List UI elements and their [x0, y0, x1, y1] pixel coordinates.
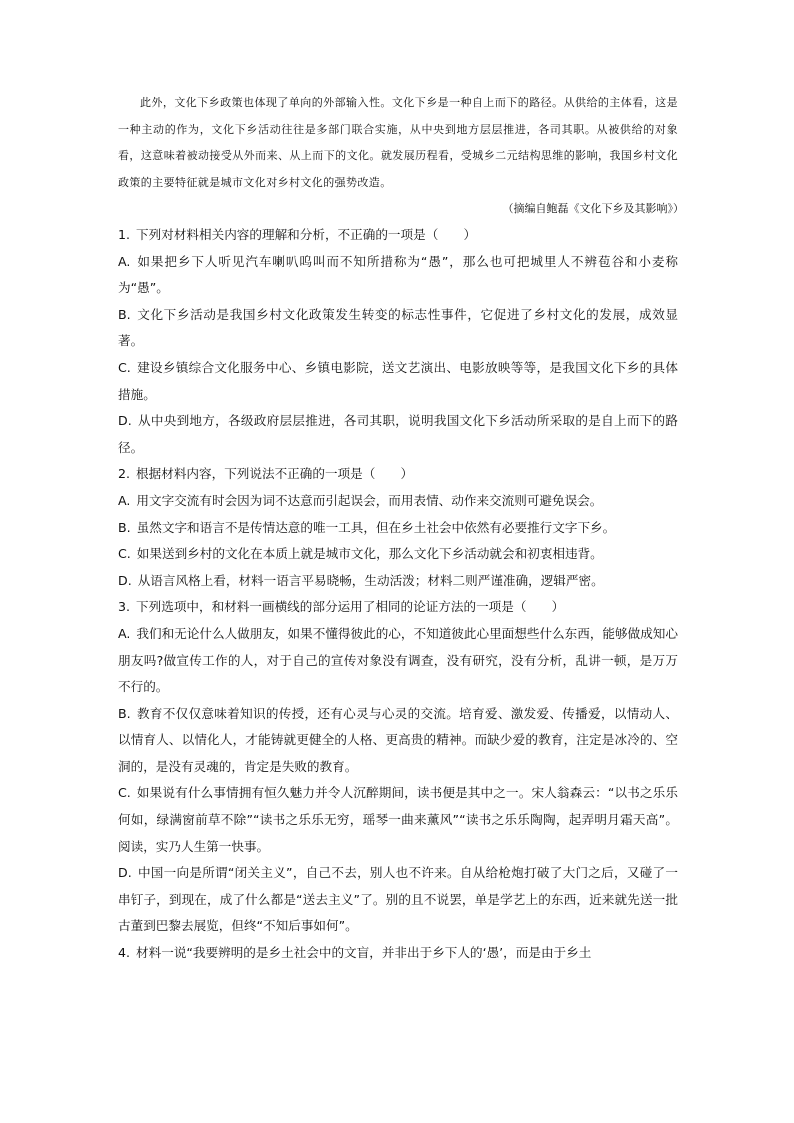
question-1-option-a: [118, 249, 678, 302]
question-2-option-d: [118, 568, 678, 595]
passage-source: （摘编自鲍磊《文化下乡及其影响》）: [502, 202, 684, 215]
option-letter: B.: [118, 306, 131, 322]
question-2-option-b: [118, 515, 678, 542]
question-text: 下列选项中，和材料一画横线的部分运用了相同的论证方法的一项是（ ）: [136, 599, 565, 615]
option-letter: D.: [118, 413, 132, 429]
question-2-stem: [118, 461, 678, 488]
question-3-option-c: [118, 780, 678, 860]
option-text: 如果把乡下人听见汽车喇叭呜叫而不知所措称为“愚”，那么也可把城里人不辨苞谷和小麦称为“愚”。: [118, 253, 678, 296]
question-1-option-c: [118, 355, 678, 408]
question-4-stem: [118, 940, 678, 967]
question-text: 根据材料内容，下列说法不正确的一项是（ ）: [136, 466, 414, 482]
option-letter: A.: [118, 625, 131, 641]
option-letter: D.: [118, 572, 132, 588]
question-3-option-d: [118, 860, 678, 940]
option-text: 文化下乡活动是我国乡村文化政策发生转变的标志性事件，它促进了乡村文化的发展，成效显著。: [118, 306, 678, 349]
option-letter: C.: [118, 359, 131, 375]
option-text: 虽然文字和语言不是传情达意的唯一工具，但在乡土社会中依然有必要推行文字下乡。: [136, 519, 616, 535]
question-number: 4.: [118, 945, 131, 961]
question-1-option-b: [118, 302, 678, 355]
question-3-option-b: [118, 701, 678, 781]
question-text: 下列对材料相关内容的理解和分析，不正确的一项是（ ）: [136, 227, 477, 242]
option-letter: B.: [118, 519, 131, 535]
passage-paragraph: 此外，文化下乡政策也体现了单向的外部输入性。文化下乡是一种自上而下的路径。从供给的主体看，这是一种主动的作为，文化下乡活动往往是多部门联合实施，从中央到地方层层推进，各司其职。从被供给的对象看，这意味着被动接受从外而来、从上而下的文化。就发展历程看，受城乡二元结构思维的影响，我国乡村文化政策的主要特征就是城市文化对乡村文化的强势改造。: [118, 96, 678, 189]
question-1-option-d: [118, 408, 678, 461]
question-number: 1.: [118, 227, 131, 242]
option-text: 从中央到地方，各级政府层层推进，各司其职，说明我国文化下乡活动所采取的是自上而下的路径。: [118, 413, 678, 455]
option-text: 如果送到乡村的文化在本质上就是城市文化，那么文化下乡活动就会和初衷相违背。: [136, 546, 603, 562]
option-letter: B.: [118, 705, 131, 721]
question-text: 材料一说“我要辨明的是乡土社会中的文盲，并非出于乡下人的‘愚’，而是由于乡土: [136, 945, 592, 961]
option-letter: A.: [118, 253, 131, 269]
option-text: 教育不仅仅意味着知识的传授，还有心灵与心灵的交流。培育爱、激发爱、传播爱，以情动人、以情育人、以情化人，才能铸就更健全的人格、更高贵的精神。而缺少爱的教育，注定是冰冷的、空洞的，是没有灵魂的，肯定是失败的教育。: [118, 705, 678, 774]
question-3-stem: [118, 594, 678, 621]
option-letter: C.: [118, 546, 131, 562]
option-text: 从语言风格上看，材料一语言平易晓畅，生动活泼；材料二则严谨准确，逻辑严密。: [137, 572, 604, 588]
option-text: 我们和无论什么人做朋友，如果不懂得彼此的心，不知道彼此心里面想些什么东西，能够做成知心朋友吗?做宣传工作的人，对于自己的宣传对象没有调查，没有研究，没有分析，乱讲一顿，是万万不行的。: [118, 625, 678, 695]
page-content: [118, 90, 684, 967]
question-number: 3.: [118, 599, 131, 615]
question-3-option-a: [118, 621, 678, 701]
option-text: 如果说有什么事情拥有恒久魅力并令人沉醉期间，读书便是其中之一。宋人翁森云：“以书之乐乐何如，绿满窗前草不除”“读书之乐乐无穷，瑶琴一曲来薰风”“读书之乐乐陶陶，起弄明月霜天高”。阅读，实乃人生第一快事。: [118, 785, 678, 854]
option-text: 用文字交流有时会因为词不达意而引起误会，而用表情、动作来交流则可避免误会。: [136, 492, 603, 508]
question-number: 2.: [118, 466, 131, 482]
question-2-option-a: [118, 488, 678, 515]
option-letter: A.: [118, 492, 131, 508]
question-1-stem: [118, 222, 678, 249]
option-letter: D.: [118, 865, 132, 881]
question-2-option-c: [118, 541, 678, 568]
option-text: 建设乡镇综合文化服务中心、乡镇电影院，送文艺演出、电影放映等等，是我国文化下乡的具体措施。: [118, 359, 678, 402]
option-text: 中国一向是所谓“闭关主义”，自己不去，别人也不许来。自从给枪炮打破了大门之后，又碰了一串钉子，到现在，成了什么都是“送去主义”了。别的且不说罢，单是学艺上的东西，近来就先送一批古董到巴黎去展览，但终“不知后事如何”。: [118, 865, 678, 934]
option-letter: C.: [118, 785, 131, 801]
